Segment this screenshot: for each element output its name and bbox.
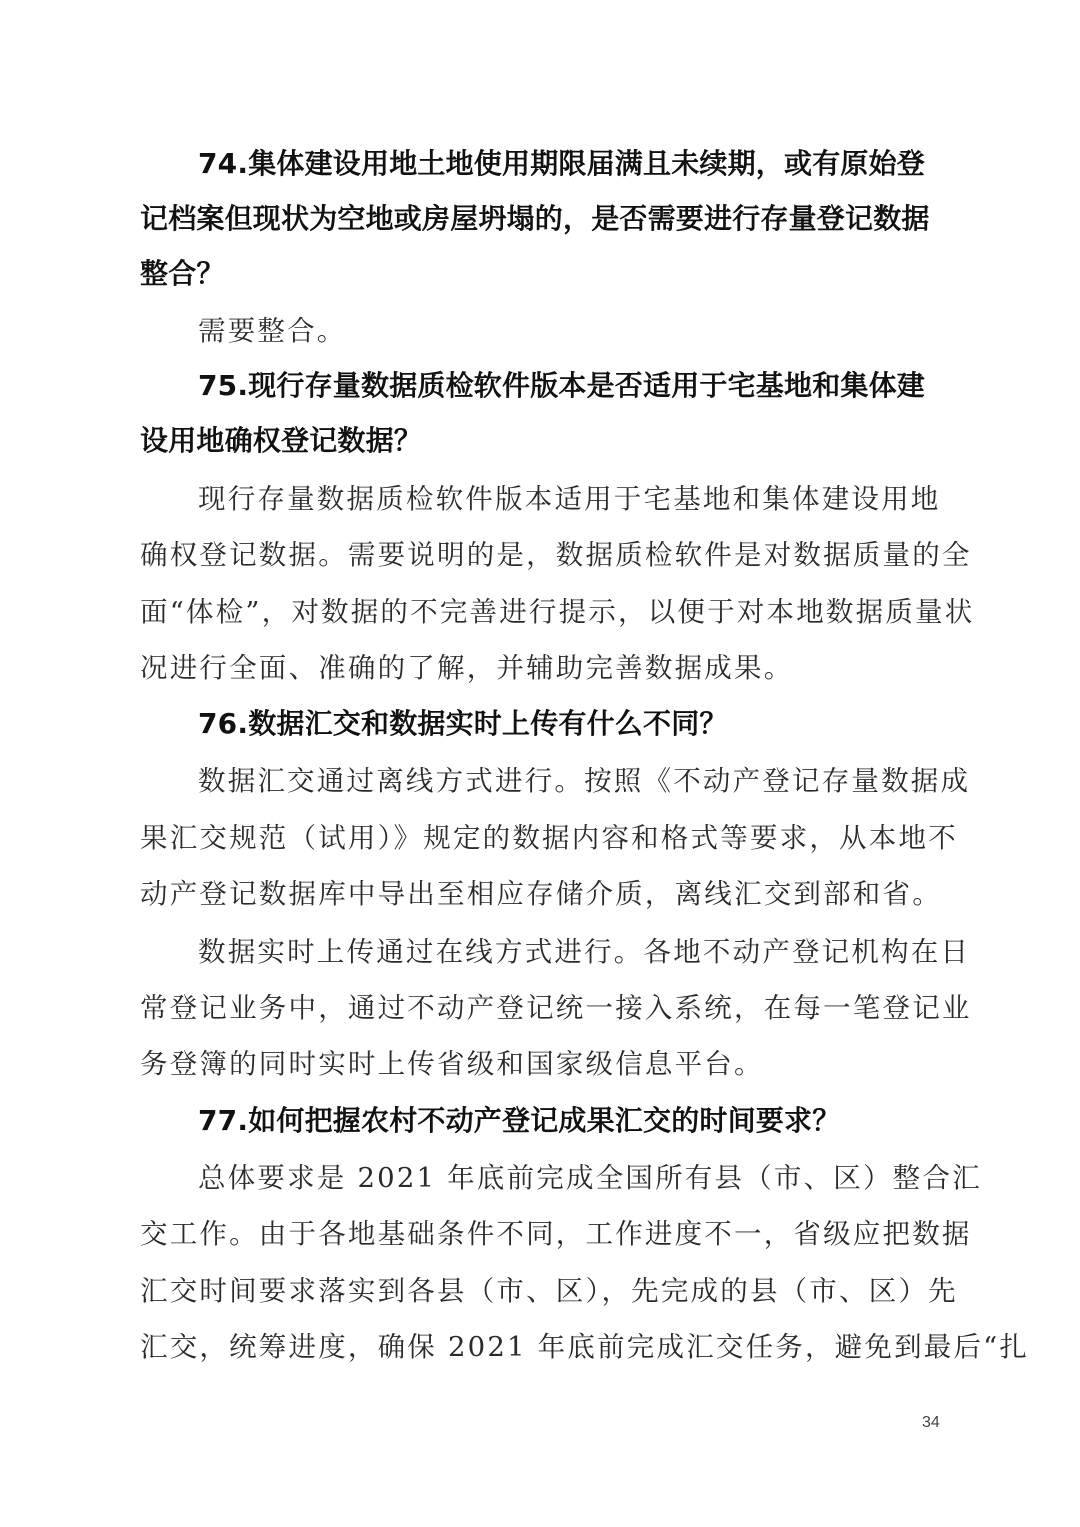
- answer-76b-line-2: 常登记业务中，通过不动产登记统一接入系统，在每一笔登记业: [140, 992, 972, 1024]
- question-77-line-1: 77.如何把握农村不动产登记成果汇交的时间要求？: [198, 1104, 841, 1137]
- answer-77-line-1: 总体要求是 2021 年底前完成全国所有县（市、区）整合汇: [198, 1162, 982, 1194]
- question-74-line-2: 记档案但现状为空地或房屋坍塌的，是否需要进行存量登记数据: [140, 202, 930, 235]
- answer-75-line-1: 现行存量数据质检软件版本适用于宅基地和集体建设用地: [198, 483, 941, 515]
- answer-75-line-4: 况进行全面、准确的了解，并辅助完善数据成果。: [140, 652, 794, 684]
- answer-76-line-1: 数据汇交通过离线方式进行。按照《不动产登记存量数据成: [198, 765, 971, 797]
- answer-74-line-1: 需要整合。: [198, 315, 347, 347]
- question-75-line-2: 设用地确权登记数据？: [140, 424, 423, 457]
- answer-76b-line-1: 数据实时上传通过在线方式进行。各地不动产登记机构在日: [198, 936, 971, 968]
- answer-75-line-2: 确权登记数据。需要说明的是，数据质检软件是对数据质量的全: [140, 539, 972, 571]
- answer-76-line-3: 动产登记数据库中导出至相应存储介质，离线汇交到部和省。: [140, 878, 942, 910]
- page-number: 34: [922, 1414, 940, 1431]
- question-76-line-1: 76.数据汇交和数据实时上传有什么不同？: [198, 707, 728, 740]
- answer-76-line-2: 果汇交规范（试用）》规定的数据内容和格式等要求，从本地不: [140, 822, 958, 854]
- answer-77-line-4: 汇交，统筹进度，确保 2021 年底前完成汇交任务，避免到最后“扎: [140, 1331, 1030, 1363]
- question-74-line-3: 整合？: [140, 257, 225, 290]
- answer-75-line-3: 面“体检”，对数据的不完善进行提示，以便于对本地数据质量状: [140, 596, 975, 628]
- question-75-line-1: 75.现行存量数据质检软件版本是否适用于宅基地和集体建: [198, 369, 926, 402]
- answer-77-line-3: 汇交时间要求落实到各县（市、区），先完成的县（市、区）先: [140, 1275, 958, 1307]
- question-74-line-1: 74.集体建设用地土地使用期限届满且未续期，或有原始登: [198, 147, 926, 180]
- answer-77-line-2: 交工作。由于各地基础条件不同，工作进度不一，省级应把数据: [140, 1218, 972, 1250]
- answer-76b-line-3: 务登簿的同时实时上传省级和国家级信息平台。: [140, 1048, 764, 1080]
